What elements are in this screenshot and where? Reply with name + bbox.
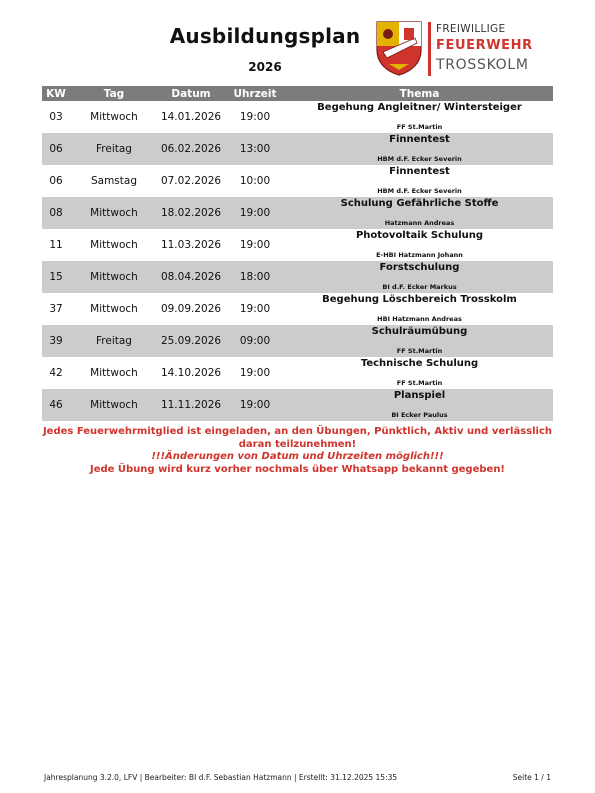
cell-tag: Mittwoch: [90, 239, 138, 251]
topic-responsible: BI Ecker Paulus: [391, 411, 448, 419]
table-header-row: [42, 86, 553, 101]
cell-kw: 03: [49, 111, 63, 123]
plan-year: 2026: [248, 60, 282, 74]
cell-kw: 42: [49, 367, 63, 379]
topic-title: Schulung Gefährliche Stoffe: [340, 198, 499, 209]
cell-datum: 25.09.2026: [158, 325, 224, 357]
cell-uhrzeit: 10:00: [239, 175, 271, 187]
cell-tag: Freitag: [70, 133, 158, 165]
cell-thema: [286, 389, 553, 421]
cell-tag: Samstag: [90, 175, 137, 187]
column-header-tag: Tag: [70, 86, 158, 101]
cell-thema: [286, 325, 553, 357]
cell-kw: 39: [42, 325, 70, 357]
column-header-thema: Thema: [286, 86, 553, 101]
cell-kw: 46: [42, 389, 70, 421]
cell-tag: Mittwoch: [70, 389, 158, 421]
cell-tag: Mittwoch: [70, 197, 158, 229]
topic-responsible: E-HBI Hatzmann Johann: [376, 251, 463, 259]
table-row: [42, 357, 553, 389]
cell-kw: 06: [42, 133, 70, 165]
topic-title: Begehung Angleitner/ Wintersteiger: [317, 102, 522, 113]
table-row: [42, 101, 553, 133]
cell-kw: 15: [42, 261, 70, 293]
cell-datum: 06.02.2026: [158, 133, 224, 165]
footer-info: Jahresplanung 3.2.0, LFV | Bearbeiter: BI d.F. Sebastian Hatzmann | Erstellt: 31.12.2025 15:35: [44, 773, 398, 782]
cell-thema: [286, 133, 553, 165]
cell-kw: 11: [49, 239, 63, 251]
cell-datum: 09.09.2026: [160, 303, 222, 315]
cell-thema: [286, 261, 553, 293]
cell-uhrzeit: 19:00: [239, 303, 271, 315]
topic-title: Begehung Löschbereich Trosskolm: [322, 294, 517, 305]
topic-title: Planspiel: [393, 390, 446, 401]
table-row: [42, 293, 553, 325]
cell-uhrzeit: 19:00: [239, 111, 271, 123]
cell-uhrzeit: 09:00: [224, 325, 286, 357]
cell-uhrzeit: 19:00: [239, 239, 271, 251]
cell-kw: 06: [49, 175, 63, 187]
topic-responsible: HBM d.F. Ecker Severin: [377, 155, 462, 163]
logo-line-feuerwehr: FEUERWEHR: [436, 38, 533, 53]
cell-kw: 37: [49, 303, 63, 315]
cell-tag: Mittwoch: [90, 367, 138, 379]
topic-title: Schulräumübung: [371, 326, 468, 337]
page-title: Ausbildungsplan: [169, 24, 361, 48]
cell-datum: 18.02.2026: [158, 197, 224, 229]
cell-tag: Mittwoch: [90, 303, 138, 315]
note-invitation: Jedes Feuerwehrmitglied ist eingeladen, an den Übungen, Pünktlich, Aktiv und verlässlich daran teilzunehmen!: [42, 426, 553, 450]
logo-divider: [428, 22, 431, 76]
topic-title: Finnentest: [389, 166, 450, 177]
page-number: Seite 1 / 1: [512, 773, 551, 782]
table-row: [42, 133, 553, 165]
logo-line-freiwillige: FREIWILLIGE: [436, 23, 506, 35]
cell-thema: [286, 165, 553, 197]
topic-title: Technische Schulung: [360, 358, 479, 369]
topic-responsible: HBI Hatzmann Andreas: [377, 315, 462, 323]
topic-responsible: FF St.Martin: [396, 123, 443, 131]
cell-uhrzeit: 19:00: [224, 197, 286, 229]
column-header-datum: Datum: [158, 86, 224, 101]
topic-responsible: HBM d.F. Ecker Severin: [377, 187, 462, 195]
coat-of-arms-icon: [374, 20, 424, 76]
note-whatsapp: Jede Übung wird kurz vorher nochmals über Whatsapp bekannt gegeben!: [89, 463, 505, 475]
topic-responsible: FF St.Martin: [396, 379, 443, 387]
table-row: [42, 165, 553, 197]
cell-datum: 14.10.2026: [160, 367, 222, 379]
cell-datum: 11.11.2026: [158, 389, 224, 421]
column-header-uhrzeit: Uhrzeit: [224, 86, 286, 101]
cell-uhrzeit: 19:00: [224, 389, 286, 421]
cell-thema: [286, 197, 553, 229]
cell-tag: Freitag: [70, 325, 158, 357]
table-row: [42, 325, 553, 357]
table-row: [42, 261, 553, 293]
topic-title: Forstschulung: [379, 262, 460, 273]
cell-tag: Mittwoch: [70, 261, 158, 293]
training-schedule-table: [42, 86, 553, 421]
column-header-kw: KW: [42, 86, 70, 101]
topic-title: Finnentest: [389, 134, 450, 145]
cell-datum: 11.03.2026: [160, 239, 222, 251]
logo-line-trosskolm: TROSSKOLM: [436, 57, 529, 73]
topic-title: Photovoltaik Schulung: [355, 230, 484, 241]
table-row: [42, 197, 553, 229]
topic-responsible: BI d.F. Ecker Markus: [382, 283, 457, 291]
cell-datum: 07.02.2026: [160, 175, 222, 187]
cell-kw: 08: [42, 197, 70, 229]
note-changes-possible: !!!Änderungen von Datum und Uhrzeiten möglich!!!: [151, 451, 444, 462]
cell-thema: [286, 101, 553, 133]
cell-uhrzeit: 18:00: [224, 261, 286, 293]
table-row: [42, 389, 553, 421]
table-row: [42, 229, 553, 261]
cell-thema: [286, 293, 553, 325]
notes-block: [42, 426, 553, 476]
topic-responsible: FF St.Martin: [396, 347, 443, 355]
cell-tag: Mittwoch: [90, 111, 138, 123]
cell-datum: 14.01.2026: [160, 111, 222, 123]
cell-uhrzeit: 19:00: [239, 367, 271, 379]
fire-brigade-logo: [374, 20, 554, 80]
topic-responsible: Hatzmann Andreas: [384, 219, 455, 227]
cell-thema: [286, 357, 553, 389]
cell-datum: 08.04.2026: [158, 261, 224, 293]
cell-uhrzeit: 13:00: [224, 133, 286, 165]
cell-thema: [286, 229, 553, 261]
